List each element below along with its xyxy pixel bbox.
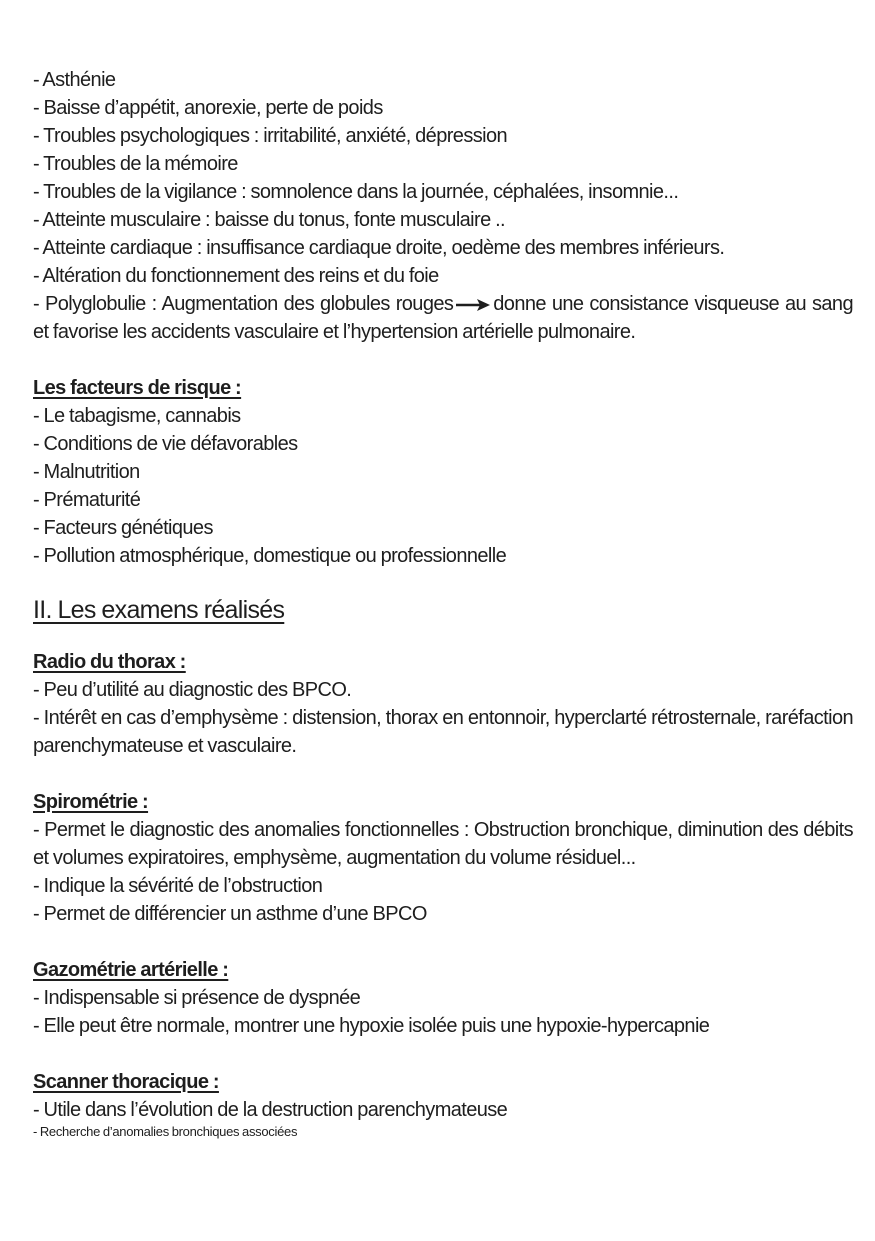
list-item: - Elle peut être normale, montrer une hypoxie isolée puis une hypoxie-hypercapnie bbox=[33, 1015, 710, 1037]
list-item: - Malnutrition bbox=[33, 461, 140, 483]
gazometrie-heading: Gazométrie artérielle : bbox=[33, 959, 229, 981]
risk-factors-heading: Les facteurs de risque : bbox=[33, 377, 242, 399]
list-item: - Atteinte cardiaque : insuffisance cardiaque droite, oedème des membres inférieurs. bbox=[33, 237, 725, 259]
list-item: - Le tabagisme, cannabis bbox=[33, 405, 241, 427]
radio-heading: Radio du thorax : bbox=[33, 651, 186, 673]
list-item: - Permet de différencier un asthme d’une BPCO bbox=[33, 903, 427, 925]
list-item: - Facteurs génétiques bbox=[33, 517, 213, 539]
risk-factors-section bbox=[33, 374, 853, 570]
section-title: II. Les examens réalisés bbox=[33, 596, 285, 624]
list-item: - Altération du fonctionnement des reins et du foie bbox=[33, 265, 439, 287]
list-item: - Troubles de la mémoire bbox=[33, 153, 238, 175]
radio-section bbox=[33, 648, 853, 760]
list-item: - Recherche d’anomalies bronchiques associées bbox=[33, 1124, 298, 1139]
list-item: - Indispensable si présence de dyspnée bbox=[33, 987, 361, 1009]
list-item: - Intérêt en cas d’emphysème : distension, thorax en entonnoir, hyperclarté rétrosternale, raréfaction parenchymateuse et vasculaire. bbox=[33, 707, 853, 757]
list-item: - Utile dans l’évolution de la destruction parenchymateuse bbox=[33, 1099, 508, 1121]
scanner-heading: Scanner thoracique : bbox=[33, 1071, 219, 1093]
arrow-right-icon bbox=[455, 298, 491, 312]
gazometrie-section bbox=[33, 956, 853, 1040]
spirometrie-section bbox=[33, 788, 853, 928]
list-item: - Troubles de la vigilance : somnolence dans la journée, céphalées, insomnie... bbox=[33, 181, 679, 203]
list-item: - Baisse d’appétit, anorexie, perte de poids bbox=[33, 97, 383, 119]
list-item: - Troubles psychologiques : irritabilité, anxiété, dépression bbox=[33, 125, 508, 147]
list-item: - Atteinte musculaire : baisse du tonus, fonte musculaire .. bbox=[33, 209, 505, 231]
scanner-section bbox=[33, 1068, 853, 1140]
polyglobulie-text-end: donne une consistance visqueuse au sang et favorise les accidents vasculaire et l’hypertension artérielle pulmonaire. bbox=[33, 293, 853, 343]
list-item: - Permet le diagnostic des anomalies fonctionnelles : Obstruction bronchique, diminution des débits et volumes expiratoires, emphysème, augmentation du volume résiduel... bbox=[33, 819, 853, 869]
list-item-polyglobulie bbox=[33, 290, 853, 346]
polyglobulie-text-start: - Polyglobulie : Augmentation des globules rouges bbox=[33, 293, 454, 315]
list-item: - Pollution atmosphérique, domestique ou professionnelle bbox=[33, 545, 507, 567]
document-page bbox=[33, 66, 853, 1140]
list-item: - Prématurité bbox=[33, 489, 141, 511]
list-item: - Conditions de vie défavorables bbox=[33, 433, 298, 455]
symptoms-list bbox=[33, 66, 853, 346]
list-item: - Indique la sévérité de l’obstruction bbox=[33, 875, 323, 897]
list-item: - Peu d’utilité au diagnostic des BPCO. bbox=[33, 679, 352, 701]
list-item: - Asthénie bbox=[33, 69, 116, 91]
spirometrie-heading: Spirométrie : bbox=[33, 791, 149, 813]
